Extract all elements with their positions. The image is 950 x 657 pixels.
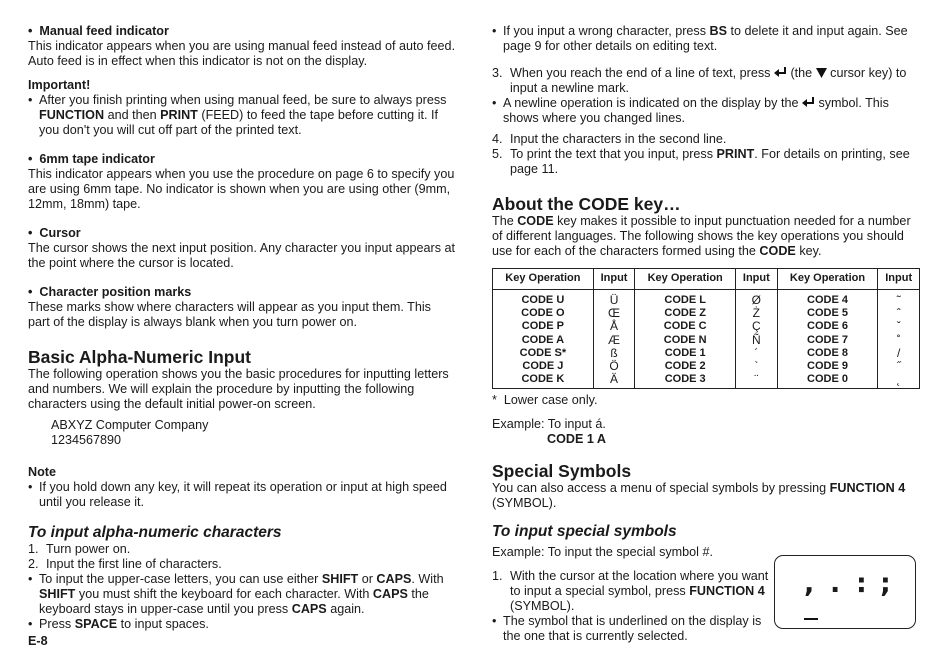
table-cell: Ö	[593, 360, 635, 373]
symbol-semicolon: ;	[880, 568, 891, 599]
table-cell: `	[736, 360, 778, 373]
table-cell: Ç	[736, 320, 778, 333]
table-cell: Æ	[593, 334, 635, 347]
col-header: Key Operation	[777, 269, 878, 290]
special-heading: Special Symbols	[492, 461, 632, 482]
table-cell: ß	[593, 347, 635, 360]
down-arrow-icon	[816, 68, 827, 78]
table-cell: ˛	[878, 373, 920, 389]
example-1-keys: CODE 1 A	[547, 432, 607, 447]
code-heading: About the CODE key…	[492, 194, 681, 214]
symbol-period: .	[830, 568, 841, 599]
table-cell: Ø	[736, 290, 778, 308]
cursor-body: The cursor shows the next input position. Any character you input appears at the point where the cursor is located.	[28, 241, 456, 270]
table-cell: CODE L	[635, 290, 736, 308]
col-header: Key Operation	[635, 269, 736, 290]
example-2: Example: To input the special symbol #.	[492, 545, 713, 560]
table-cell: CODE C	[635, 320, 736, 333]
important-bullet: • After you finish printing when using manual feed, be sure to always press FUNCTION and then PRINT (FEED) to feed the tape before cutting it. If you don't you will cut off part of the printed text.	[28, 93, 456, 138]
basic-body: The following operation shows you the basic procedures for inputting letters and numbers. We will explain the procedure by inputting the following characters using the default initial power-on screen.	[28, 367, 449, 411]
table-cell: CODE 6	[777, 320, 878, 333]
col-header: Key Operation	[493, 269, 594, 290]
col-header: Input	[736, 269, 778, 290]
example-1: Example: To input á.	[492, 417, 606, 432]
step-3: 3. When you reach the end of a line of text, press (the cursor key) to input a newline mark.	[492, 66, 907, 95]
table-cell: CODE N	[635, 334, 736, 347]
table-cell: CODE 1	[635, 347, 736, 360]
note-title: Note	[28, 465, 56, 479]
space-bullet: • Press SPACE to input spaces.	[28, 617, 456, 632]
table-cell: CODE U	[493, 290, 594, 308]
return-symbol-icon	[802, 97, 815, 108]
step-4: 4. Input the characters in the second line.	[492, 132, 727, 146]
table-cell: ˇ	[878, 320, 920, 333]
symbol-colon: :	[856, 568, 867, 599]
important-title: Important!	[28, 78, 91, 92]
table-cell: Ä	[593, 373, 635, 389]
special-bullet: • The symbol that is underlined on the display is the one that is currently selected.	[492, 614, 773, 644]
table-row	[493, 347, 920, 360]
caps-bullet: • To input the upper-case letters, you can use either SHIFT or CAPS. With SHIFT you must shift the keyboard for each character. With CAPS the keyboard stays in upper-case until you press CAPS again.	[28, 572, 456, 617]
alnum-heading: To input alpha-numeric characters	[28, 524, 282, 541]
cursor-title: • Cursor	[28, 226, 456, 241]
newline-bullet: • A newline operation is indicated on the display by the symbol. This shows where you changed lines.	[492, 96, 920, 126]
table-cell: CODE 3	[635, 373, 736, 389]
table-cell: Ñ	[736, 334, 778, 347]
table-cell: /	[878, 347, 920, 360]
table-footnote: * Lower case only.	[492, 393, 598, 408]
table-row	[493, 307, 920, 320]
table-cell: CODE 9	[777, 360, 878, 373]
table-cell: CODE A	[493, 334, 594, 347]
charpos-body: These marks show where characters will appear as you input them. This part of the display is always blank when you turn power on.	[28, 300, 431, 329]
table-cell: CODE S*	[493, 347, 594, 360]
tospecial-heading: To input special symbols	[492, 523, 677, 541]
table-cell: Å	[593, 320, 635, 333]
selection-underline	[804, 618, 818, 620]
table-cell: CODE 5	[777, 307, 878, 320]
manual-feed-title: • Manual feed indicator	[28, 24, 456, 39]
table-cell: CODE O	[493, 307, 594, 320]
table-row	[493, 290, 920, 308]
table-cell: ´	[736, 347, 778, 360]
code-body: The CODE key makes it possible to input punctuation needed for a number of different languages. The following shows the key operations you should use for each of the characters formed using the CODE key.	[492, 214, 911, 258]
table-cell: ¨	[736, 373, 778, 389]
step-5: 5. To print the text that you input, press PRINT. For details on printing, see page 11.	[492, 147, 910, 176]
right-column	[492, 24, 920, 644]
special-step-1: 1. With the cursor at the location where you want to input a special symbol, press FUNCTION 4 (SYMBOL).	[492, 569, 769, 614]
page-number: E-8	[28, 634, 48, 648]
table-cell: CODE Z	[635, 307, 736, 320]
left-column	[28, 24, 456, 632]
basic-heading: Basic Alpha-Numeric Input	[28, 347, 251, 367]
wrong-char-bullet: • If you input a wrong character, press BS to delete it and input again. See page 9 for other details on editing text.	[492, 24, 920, 54]
note-bullet: • If you hold down any key, it will repeat its operation or input at high speed until you release it.	[28, 480, 456, 510]
charpos-title: • Character position marks	[28, 285, 456, 300]
table-cell: CODE K	[493, 373, 594, 389]
table-cell: ˚	[878, 334, 920, 347]
table-cell: CODE J	[493, 360, 594, 373]
code-table	[492, 268, 920, 389]
table-cell: CODE 8	[777, 347, 878, 360]
col-header: Input	[593, 269, 635, 290]
table-cell: CODE 7	[777, 334, 878, 347]
table-cell: Ü	[593, 290, 635, 308]
manual-feed-body: This indicator appears when you are using manual feed instead of auto feed. Auto feed is in effect when this indicator is not on the display.	[28, 39, 456, 68]
table-cell: CODE 4	[777, 290, 878, 308]
return-key-icon	[774, 67, 787, 78]
table-cell: CODE 2	[635, 360, 736, 373]
special-body: You can also access a menu of special symbols by pressing FUNCTION 4 (SYMBOL).	[492, 481, 906, 511]
table-cell: Ż	[736, 307, 778, 320]
table-cell: CODE P	[493, 320, 594, 333]
table-cell: ˆ	[878, 307, 920, 320]
table-row	[493, 334, 920, 347]
col-header: Input	[878, 269, 920, 290]
table-row	[493, 320, 920, 333]
symbol-comma: ,	[804, 568, 815, 599]
table-cell: ˜	[878, 290, 920, 308]
table-cell: Œ	[593, 307, 635, 320]
table-row	[493, 373, 920, 389]
table-cell: CODE 0	[777, 373, 878, 389]
code-table-header	[493, 269, 920, 290]
tape6-body: This indicator appears when you use the procedure on page 6 to specify you are using 6mm tape. No indicator is shown when you are using other (9mm, 12mm, 18mm) tape.	[28, 167, 455, 211]
table-cell: ˝	[878, 360, 920, 373]
alnum-step-2: 2. Input the first line of characters.	[28, 557, 222, 571]
sample-line-1: ABXYZ Computer Company	[51, 418, 209, 432]
sample-line-2: 1234567890	[51, 433, 122, 447]
alnum-step-1: 1. Turn power on.	[28, 542, 131, 556]
table-row	[493, 360, 920, 373]
lcd-display	[774, 555, 916, 629]
tape6-title: • 6mm tape indicator	[28, 152, 456, 167]
